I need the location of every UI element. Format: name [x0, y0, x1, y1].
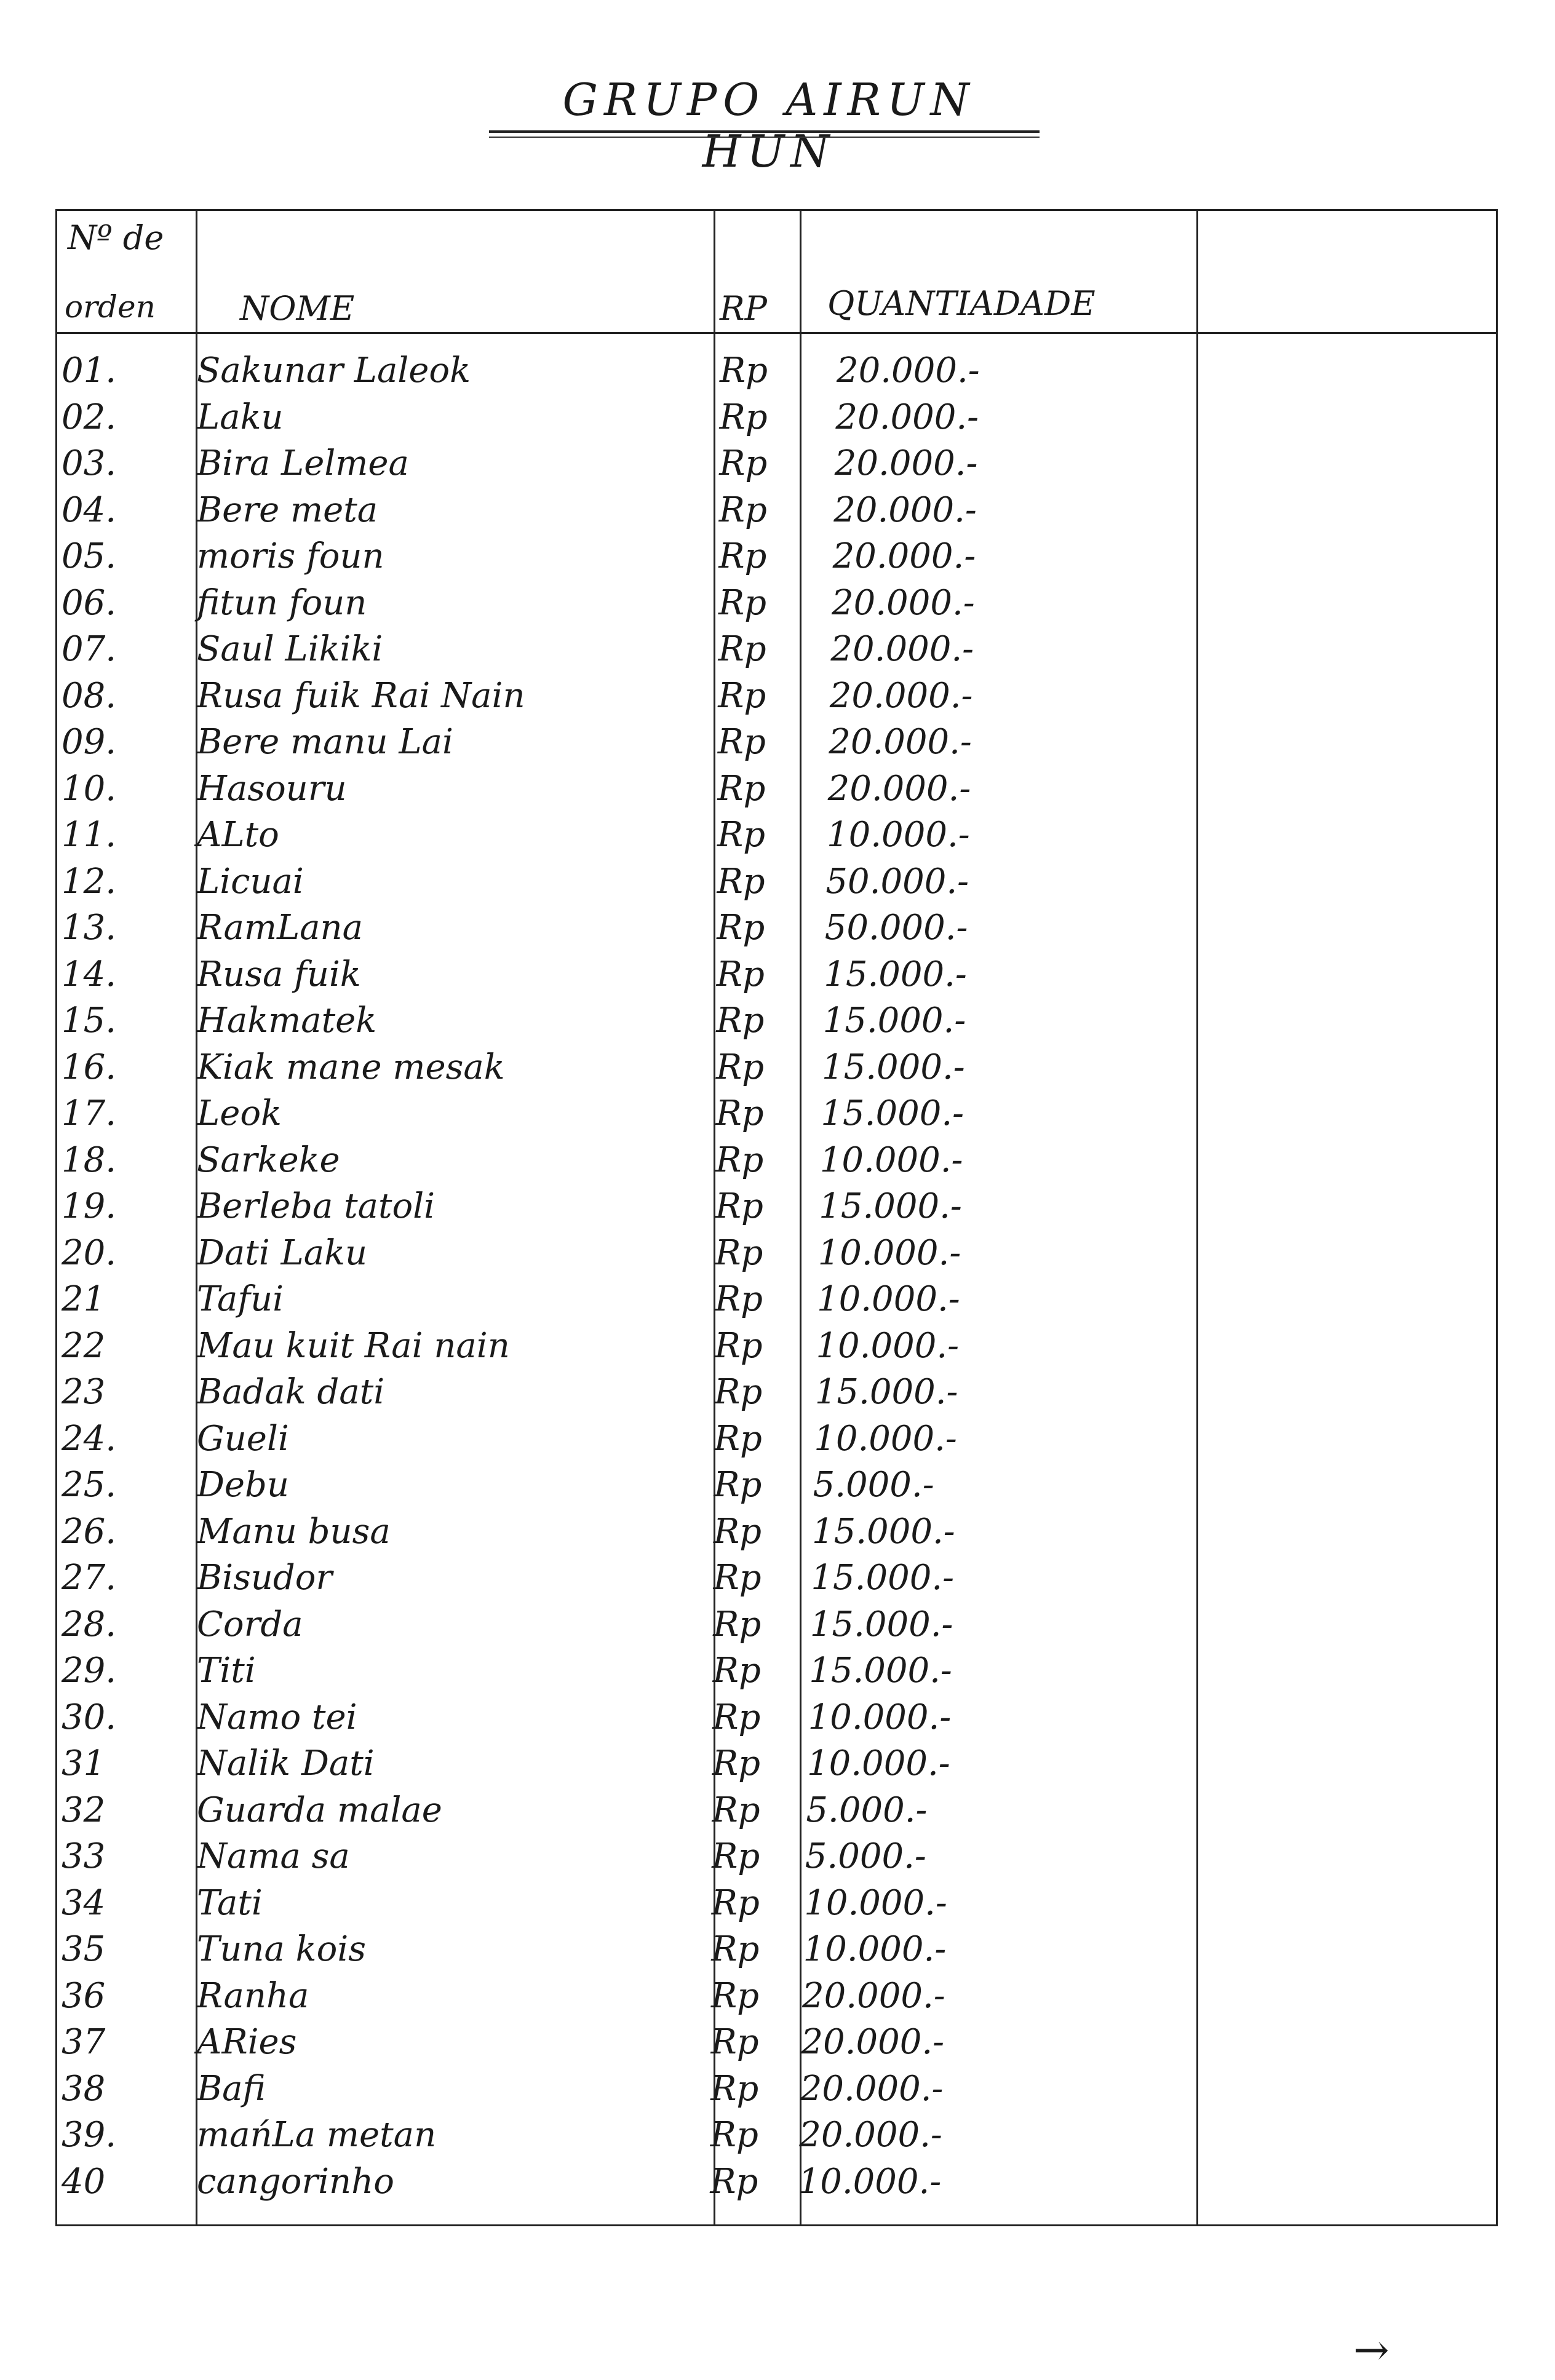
- row-number: 02.: [62, 397, 117, 437]
- row-currency: Rp: [717, 815, 766, 855]
- row-number: 12.: [62, 861, 117, 902]
- header-rp: RP: [720, 289, 767, 328]
- row-number: 31: [62, 1743, 106, 1783]
- header-number-line2: orden: [65, 289, 156, 325]
- row-currency: Rp: [715, 1232, 763, 1273]
- row-currency: Rp: [717, 908, 765, 948]
- row-quantity: 10.000.-: [807, 1743, 950, 1783]
- row-quantity: 20.000.-: [800, 2068, 944, 2109]
- row-name: Badak dati: [197, 1372, 385, 1412]
- row-number: 15.: [62, 1001, 117, 1041]
- row-quantity: 20.000.-: [829, 675, 973, 716]
- row-quantity: 5.000.-: [806, 1790, 928, 1830]
- row-name: moris foun: [197, 536, 384, 576]
- row-quantity: 15.000.-: [811, 1558, 955, 1598]
- row-currency: Rp: [710, 2115, 758, 2155]
- row-quantity: 15.000.-: [819, 1186, 962, 1226]
- row-name: Bisudor: [197, 1558, 333, 1598]
- row-number: 19.: [62, 1186, 117, 1226]
- row-number: 06.: [62, 582, 117, 623]
- header-quantity: QUANTIADADE: [827, 284, 1096, 323]
- next-page-arrow: →: [1353, 2325, 1390, 2375]
- row-name: Laku: [197, 397, 284, 437]
- row-quantity: 10.000.-: [817, 1232, 961, 1273]
- row-name: Kiak mane mesak: [197, 1047, 505, 1087]
- row-currency: Rp: [714, 1511, 762, 1552]
- row-number: 38: [62, 2068, 106, 2109]
- row-number: 28.: [62, 1604, 117, 1644]
- row-currency: Rp: [711, 1882, 760, 1923]
- row-quantity: 15.000.-: [821, 1093, 964, 1133]
- row-quantity: 10.000.-: [804, 1882, 947, 1923]
- row-number: 22: [62, 1325, 106, 1366]
- row-name: Tati: [197, 1882, 263, 1923]
- row-name: Bere meta: [197, 490, 378, 530]
- row-currency: Rp: [713, 1604, 762, 1644]
- row-name: Saul Likiki: [197, 629, 383, 669]
- row-number: 25.: [62, 1465, 117, 1505]
- row-currency: Rp: [718, 490, 767, 530]
- row-quantity: 15.000.-: [809, 1604, 953, 1644]
- row-number: 23: [62, 1372, 106, 1412]
- row-name: Manu busa: [197, 1511, 391, 1552]
- row-quantity: 20.000.-: [799, 2115, 942, 2155]
- row-name: Debu: [197, 1465, 289, 1505]
- row-number: 04.: [62, 490, 117, 530]
- row-quantity: 20.000.-: [832, 582, 975, 623]
- row-name: Tafui: [197, 1279, 284, 1319]
- row-quantity: 10.000.-: [816, 1325, 960, 1366]
- row-currency: Rp: [711, 1975, 760, 2016]
- row-name: cangorinho: [197, 2161, 394, 2202]
- row-number: 34: [62, 1882, 106, 1923]
- row-number: 13.: [62, 908, 117, 948]
- row-number: 20.: [62, 1232, 117, 1273]
- row-quantity: 10.000.-: [827, 815, 970, 855]
- row-number: 09.: [62, 722, 117, 762]
- row-quantity: 20.000.-: [833, 490, 977, 530]
- row-name: mańLa metan: [197, 2115, 437, 2155]
- row-quantity: 10.000.-: [798, 2161, 942, 2202]
- row-name: Ranha: [197, 1975, 309, 2016]
- row-quantity: 20.000.-: [827, 768, 971, 809]
- row-number: 39.: [62, 2115, 117, 2155]
- row-number: 37: [62, 2022, 106, 2062]
- row-number: 10.: [62, 768, 117, 809]
- row-name: Leok: [197, 1093, 282, 1133]
- row-number: 32: [62, 1790, 106, 1830]
- row-quantity: 5.000.-: [805, 1836, 926, 1876]
- row-number: 36: [62, 1975, 106, 2016]
- row-currency: Rp: [710, 2022, 759, 2062]
- header-divider: [55, 332, 1498, 334]
- row-number: 26.: [62, 1511, 117, 1552]
- row-number: 16.: [62, 1047, 117, 1087]
- row-quantity: 20.000.-: [834, 443, 978, 483]
- row-currency: Rp: [714, 1418, 762, 1459]
- row-number: 14.: [62, 954, 117, 994]
- row-quantity: 15.000.-: [809, 1651, 952, 1691]
- title-underline-second: [489, 137, 1040, 138]
- row-quantity: 15.000.-: [822, 1047, 965, 1087]
- row-currency: Rp: [716, 1047, 765, 1087]
- row-currency: Rp: [711, 1929, 760, 1969]
- row-currency: Rp: [718, 629, 766, 669]
- row-currency: Rp: [717, 861, 765, 902]
- header-number-line1: Nº de: [68, 218, 164, 257]
- row-number: 24.: [62, 1418, 117, 1459]
- row-name: Licuai: [197, 861, 304, 902]
- row-name: Sarkeke: [197, 1140, 340, 1180]
- row-quantity: 50.000.-: [825, 861, 969, 902]
- row-number: 35: [62, 1929, 106, 1969]
- row-number: 05.: [62, 536, 117, 576]
- row-name: Mau kuit Rai nain: [197, 1325, 510, 1366]
- row-currency: Rp: [719, 443, 768, 483]
- row-name: Hasouru: [197, 768, 347, 809]
- row-quantity: 15.000.-: [814, 1372, 958, 1412]
- row-quantity: 20.000.-: [830, 629, 974, 669]
- row-currency: Rp: [716, 954, 765, 994]
- row-number: 40: [62, 2161, 106, 2202]
- row-currency: Rp: [710, 2161, 758, 2202]
- row-currency: Rp: [712, 1790, 760, 1830]
- header-name: NOME: [240, 289, 355, 328]
- row-currency: Rp: [715, 1186, 763, 1226]
- row-currency: Rp: [713, 1558, 762, 1598]
- column-divider-quantity: [1196, 209, 1198, 2226]
- row-name: ALto: [197, 815, 279, 855]
- row-quantity: 20.000.-: [837, 351, 980, 391]
- row-currency: Rp: [712, 1836, 760, 1876]
- row-name: fitun foun: [197, 582, 367, 623]
- row-name: RamLana: [197, 908, 363, 948]
- row-currency: Rp: [719, 397, 768, 437]
- row-currency: Rp: [717, 768, 766, 809]
- row-name: Dati Laku: [197, 1232, 368, 1273]
- row-name: Tuna kois: [197, 1929, 366, 1969]
- row-number: 33: [62, 1836, 106, 1876]
- row-name: Bira Lelmea: [197, 443, 409, 483]
- row-name: Titi: [197, 1651, 256, 1691]
- row-name: Rusa fuik Rai Nain: [197, 675, 525, 716]
- row-currency: Rp: [714, 1372, 763, 1412]
- row-number: 21: [62, 1279, 106, 1319]
- row-currency: Rp: [712, 1651, 761, 1691]
- row-name: Berleba tatoli: [197, 1186, 435, 1226]
- row-currency: Rp: [710, 2068, 759, 2109]
- row-currency: Rp: [718, 675, 766, 716]
- row-name: Gueli: [197, 1418, 289, 1459]
- column-divider-rp: [800, 209, 801, 2226]
- row-name: Corda: [197, 1604, 303, 1644]
- row-quantity: 10.000.-: [803, 1929, 947, 1969]
- row-name: ARies: [197, 2022, 297, 2062]
- row-quantity: 10.000.-: [808, 1697, 952, 1737]
- row-currency: Rp: [715, 1093, 764, 1133]
- row-number: 30.: [62, 1697, 117, 1737]
- row-currency: Rp: [714, 1465, 762, 1505]
- row-currency: Rp: [717, 722, 766, 762]
- row-name: Namo tei: [197, 1697, 357, 1737]
- row-currency: Rp: [718, 582, 767, 623]
- row-quantity: 50.000.-: [824, 908, 968, 948]
- row-number: 29.: [62, 1651, 117, 1691]
- row-currency: Rp: [716, 1001, 765, 1041]
- row-name: Guarda malae: [197, 1790, 442, 1830]
- row-quantity: 10.000.-: [814, 1418, 957, 1459]
- row-number: 07.: [62, 629, 117, 669]
- row-quantity: 10.000.-: [819, 1140, 963, 1180]
- row-quantity: 5.000.-: [813, 1465, 934, 1505]
- row-quantity: 10.000.-: [817, 1279, 960, 1319]
- row-quantity: 20.000.-: [832, 536, 976, 576]
- row-currency: Rp: [718, 536, 767, 576]
- row-quantity: 20.000.-: [835, 397, 979, 437]
- row-currency: Rp: [712, 1697, 761, 1737]
- row-quantity: 15.000.-: [812, 1511, 955, 1552]
- row-name: Bere manu Lai: [197, 722, 453, 762]
- row-currency: Rp: [712, 1743, 761, 1783]
- row-number: 27.: [62, 1558, 117, 1598]
- row-quantity: 20.000.-: [829, 722, 972, 762]
- row-name: Sakunar Laleok: [197, 351, 471, 391]
- row-number: 18.: [62, 1140, 117, 1180]
- title-underline: [489, 130, 1040, 133]
- row-currency: Rp: [714, 1325, 763, 1366]
- row-currency: Rp: [715, 1140, 764, 1180]
- row-currency: Rp: [720, 351, 768, 391]
- page-title: GRUPO AIRUN HUN: [562, 74, 976, 177]
- row-number: 01.: [62, 351, 117, 391]
- row-quantity: 20.000.-: [802, 1975, 945, 2016]
- row-number: 03.: [62, 443, 117, 483]
- row-quantity: 15.000.-: [822, 1001, 966, 1041]
- row-currency: Rp: [715, 1279, 763, 1319]
- row-name: Rusa fuik: [197, 954, 361, 994]
- row-number: 11.: [62, 815, 117, 855]
- row-number: 17.: [62, 1093, 117, 1133]
- row-name: Bafi: [197, 2068, 266, 2109]
- row-quantity: 15.000.-: [824, 954, 967, 994]
- row-name: Nama sa: [197, 1836, 350, 1876]
- row-number: 08.: [62, 675, 117, 716]
- row-name: Nalik Dati: [197, 1743, 375, 1783]
- row-name: Hakmatek: [197, 1001, 377, 1041]
- row-quantity: 20.000.-: [801, 2022, 945, 2062]
